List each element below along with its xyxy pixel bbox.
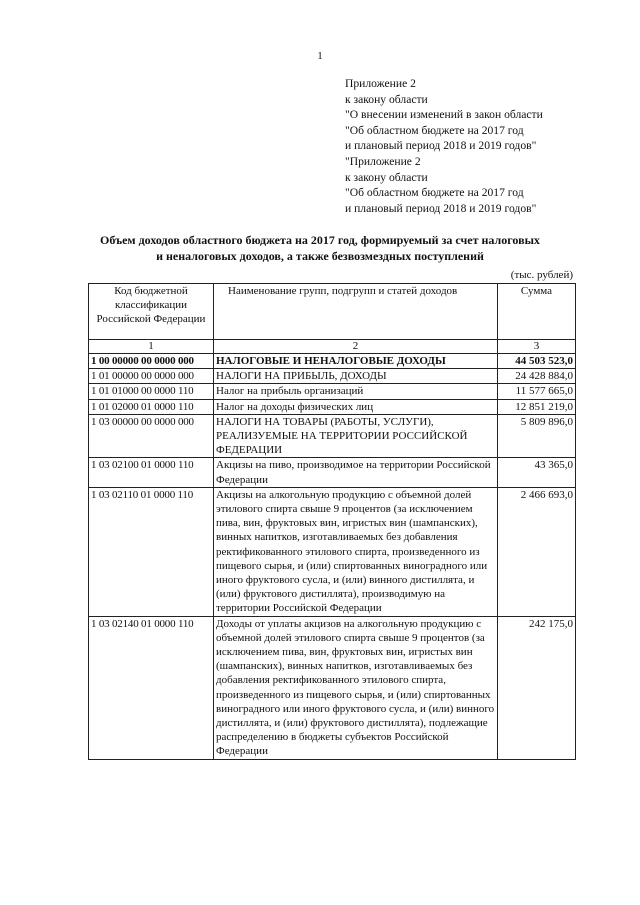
table-row xyxy=(89,384,576,399)
page-number: 1 xyxy=(317,50,323,62)
cell-sum: 24 428 884,0 xyxy=(498,369,576,384)
cell-code: 1 03 00000 00 0000 000 xyxy=(89,414,214,458)
cell-name: Налог на прибыль организаций xyxy=(214,384,498,399)
cell-name: НАЛОГИ НА ТОВАРЫ (РАБОТЫ, УСЛУГИ), РЕАЛИЗУЕМЫЕ НА ТЕРРИТОРИИ РОССИЙСКОЙ ФЕДЕРАЦИИ xyxy=(214,414,498,458)
column-number: 2 xyxy=(214,340,498,354)
cell-name: НАЛОГИ НА ПРИБЫЛЬ, ДОХОДЫ xyxy=(214,369,498,384)
cell-sum: 11 577 665,0 xyxy=(498,384,576,399)
column-number-row xyxy=(89,340,576,354)
title-line: Объем доходов областного бюджета на 2017 год, формируемый за счет налоговых xyxy=(100,233,540,247)
appendix-header xyxy=(345,76,605,216)
table-row xyxy=(89,487,576,616)
appendix-line: "Об областном бюджете на 2017 год xyxy=(345,123,524,137)
cell-name: НАЛОГОВЫЕ И НЕНАЛОГОВЫЕ ДОХОДЫ xyxy=(214,354,498,369)
cell-name: Акцизы на алкогольную продукцию с объемной долей этилового спирта свыше 9 процентов (за исключением пива, вин, фруктовых вин, игристых вин (шампанских), винных напитков, изготавливаемых без добавления ректификованного этилового спирта, произведенного из пищевого сырья, и (или) спиртованных виноградного или иного фруктового сусла, и (или) винного дистиллята, и (или) фруктового дистиллята), производимую на территории Российской Федерации xyxy=(214,487,498,616)
cell-sum: 5 809 896,0 xyxy=(498,414,576,458)
header-sum: Сумма xyxy=(498,284,576,340)
table-row xyxy=(89,369,576,384)
appendix-line: Приложение 2 xyxy=(345,77,416,90)
units-label: (тыс. рублей) xyxy=(510,269,573,281)
cell-name: Налог на доходы физических лиц xyxy=(214,399,498,414)
cell-sum: 12 851 219,0 xyxy=(498,399,576,414)
cell-sum: 242 175,0 xyxy=(498,616,576,759)
table-body xyxy=(89,354,576,760)
header-name: Наименование групп, подгрупп и статей доходов xyxy=(214,284,498,340)
column-number: 1 xyxy=(89,340,214,354)
cell-name: Доходы от уплаты акцизов на алкогольную продукцию с объемной долей этилового спирта свыше 9 процентов (за исключением пива, вин, фруктовых вин, игристых вин (шампанских), винных напитков, изготавливаемых без добавления ректификованного этилового спирта, произведенного из пищевого сырья, и (или) спиртованных виноградного или иного фруктового сусла, и (или) винного дистиллята, и (или) фруктового дистиллята), подлежащие распределению в бюджеты субъектов Российской Федерации xyxy=(214,616,498,759)
appendix-line: "Об областном бюджете на 2017 год xyxy=(345,186,524,200)
cell-code: 1 03 02110 01 0000 110 xyxy=(89,487,214,616)
appendix-line: к закону области xyxy=(345,170,428,184)
title-line: и неналоговых доходов, а также безвозмездных поступлений xyxy=(156,249,484,263)
cell-sum: 2 466 693,0 xyxy=(498,487,576,616)
cell-code: 1 01 02000 01 0000 110 xyxy=(89,399,214,414)
table-row xyxy=(89,354,576,369)
cell-code: 1 03 02140 01 0000 110 xyxy=(89,616,214,759)
cell-code: 1 03 02100 01 0000 110 xyxy=(89,458,214,487)
document-title xyxy=(40,232,600,264)
table-header-row xyxy=(89,284,576,340)
revenue-table xyxy=(88,283,576,760)
table-row xyxy=(89,414,576,458)
appendix-line: и плановый период 2018 и 2019 годов" xyxy=(345,139,537,153)
cell-sum: 43 365,0 xyxy=(498,458,576,487)
cell-code: 1 01 01000 00 0000 110 xyxy=(89,384,214,399)
column-number: 3 xyxy=(498,340,576,354)
appendix-line: "О внесении изменений в закон области xyxy=(345,108,543,122)
appendix-line: "Приложение 2 xyxy=(345,154,421,168)
cell-code: 1 01 00000 00 0000 000 xyxy=(89,369,214,384)
header-code: Код бюджетной классификации Российской Федерации xyxy=(89,284,214,340)
appendix-line: и плановый период 2018 и 2019 годов" xyxy=(345,201,537,215)
table-row xyxy=(89,616,576,759)
cell-code: 1 00 00000 00 0000 000 xyxy=(89,354,214,369)
table-row xyxy=(89,399,576,414)
cell-sum: 44 503 523,0 xyxy=(498,354,576,369)
appendix-line: к закону области xyxy=(345,92,428,106)
table-row xyxy=(89,458,576,487)
cell-name: Акцизы на пиво, производимое на территории Российской Федерации xyxy=(214,458,498,487)
